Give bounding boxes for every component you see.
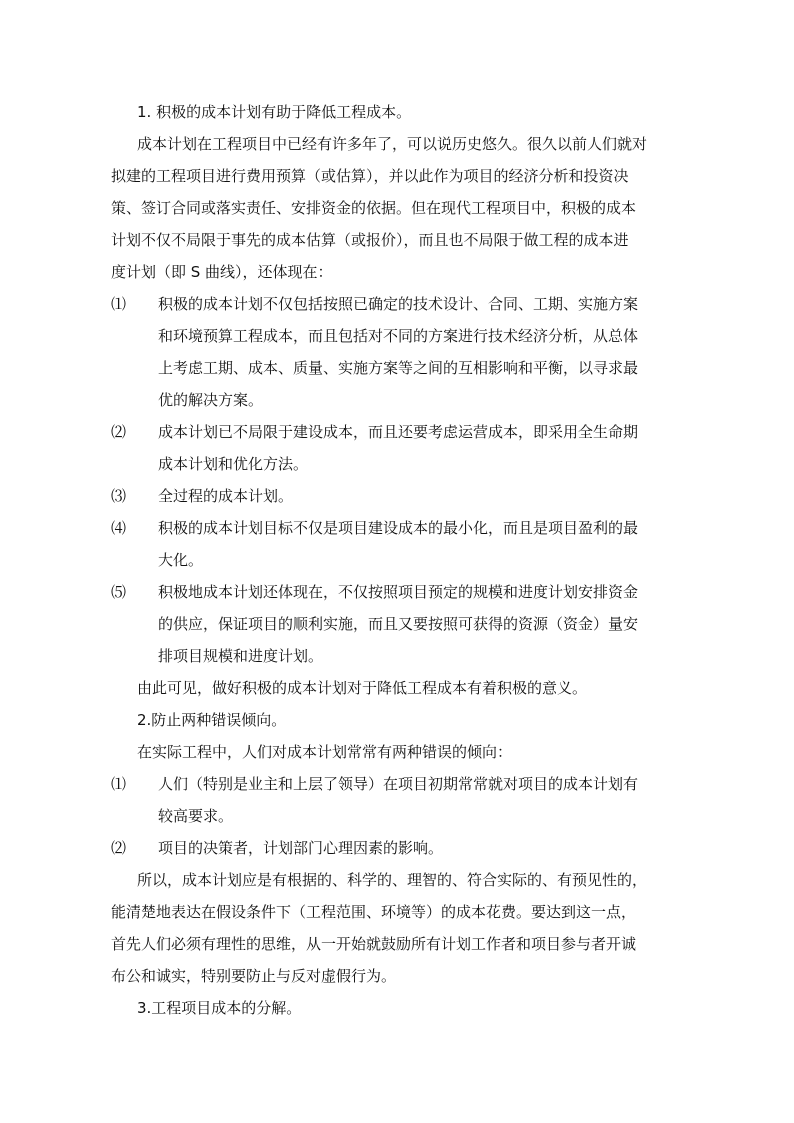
list-item bbox=[111, 576, 691, 608]
list-item-continuation: 优的解决方案。 bbox=[158, 391, 264, 409]
list-item bbox=[111, 832, 691, 864]
list-item-text: 成本计划已不局限于建设成本，而且还要考虑运营成本，即采用全生命期 bbox=[158, 423, 639, 441]
section2-paragraph-line: 首先人们必须有理性的思维，从一开始就鼓励所有计划工作者和项目参与者开诚 bbox=[111, 935, 637, 953]
list-item-text: 全过程的成本计划。 bbox=[158, 487, 294, 505]
list-item-continuation: 较高要求。 bbox=[158, 807, 234, 825]
section1-intro-line: 拟建的工程项目进行费用预算（或估算），并以此作为项目的经济分析和投资决 bbox=[111, 167, 629, 185]
list-item bbox=[111, 512, 691, 544]
list-item-continuation: 成本计划和优化方法。 bbox=[158, 455, 309, 473]
list-item bbox=[111, 288, 691, 320]
section2-paragraph-line: 能清楚地表达在假设条件下（工程范围、环境等）的成本花费。要达到这一点， bbox=[111, 903, 637, 921]
section2-heading: 2.防止两种错误倾向。 bbox=[137, 711, 287, 729]
list-item-number: ⑷ bbox=[111, 519, 127, 537]
list-item-number: ⑴ bbox=[111, 775, 127, 793]
document-body bbox=[111, 96, 691, 1024]
section1-conclusion: 由此可见，做好积极的成本计划对于降低工程成本有着积极的意义。 bbox=[137, 679, 588, 697]
list-item-number: ⑸ bbox=[111, 583, 127, 601]
list-item-number: ⑴ bbox=[111, 295, 127, 313]
list-item-continuation: 大化。 bbox=[158, 551, 204, 569]
section2-paragraph-line: 所以，成本计划应是有根据的、科学的、理智的、符合实际的、有预见性的， bbox=[137, 871, 648, 889]
list-item-text: 积极地成本计划还体现在，不仅按照项目预定的规模和进度计划安排资金 bbox=[158, 583, 639, 601]
list-item-text: 积极的成本计划目标不仅是项目建设成本的最小化，而且是项目盈利的最 bbox=[158, 519, 639, 537]
list-item-text: 项目的决策者，计划部门心理因素的影响。 bbox=[158, 839, 444, 857]
list-item-continuation: 排项目规模和进度计划。 bbox=[158, 647, 324, 665]
list-item-text: 积极的成本计划不仅包括按照已确定的技术设计、合同、工期、实施方案 bbox=[158, 295, 639, 313]
list-item bbox=[111, 480, 691, 512]
list-item-number: ⑶ bbox=[111, 487, 127, 505]
section1-intro-line: 度计划（即 S 曲线），还体现在： bbox=[111, 263, 333, 281]
list-item-number: ⑵ bbox=[111, 423, 127, 441]
section2-paragraph-line: 布公和诚实，特别要防止与反对虚假行为。 bbox=[111, 967, 397, 985]
section1-intro-line: 成本计划在工程项目中已经有许多年了，可以说历史悠久。很久以前人们就对 bbox=[137, 135, 648, 153]
list-item-continuation: 和环境预算工程成本，而且包括对不同的方案进行技术经济分析，从总体 bbox=[158, 327, 639, 345]
section3-heading: 3.工程项目成本的分解。 bbox=[137, 999, 302, 1017]
section1-intro-line: 策、签订合同或落实责任、安排资金的依据。但在现代工程项目中，积极的成本 bbox=[111, 199, 637, 217]
list-item bbox=[111, 768, 691, 800]
section2-intro: 在实际工程中，人们对成本计划常常有两种错误的倾向： bbox=[137, 743, 513, 761]
list-item-continuation: 上考虑工期、成本、质量、实施方案等之间的互相影响和平衡，以寻求最 bbox=[158, 359, 639, 377]
list-item-text: 人们（特别是业主和上层了领导）在项目初期常常就对项目的成本计划有 bbox=[158, 775, 639, 793]
section1-heading: 1. 积极的成本计划有助于降低工程成本。 bbox=[137, 103, 412, 121]
list-item-number: ⑵ bbox=[111, 839, 127, 857]
list-item-continuation: 的供应，保证项目的顺利实施，而且又要按照可获得的资源（资金）量安 bbox=[158, 615, 639, 633]
section1-intro-line: 计划不仅不局限于事先的成本估算（或报价），而且也不局限于做工程的成本进 bbox=[111, 231, 629, 249]
list-item bbox=[111, 416, 691, 448]
